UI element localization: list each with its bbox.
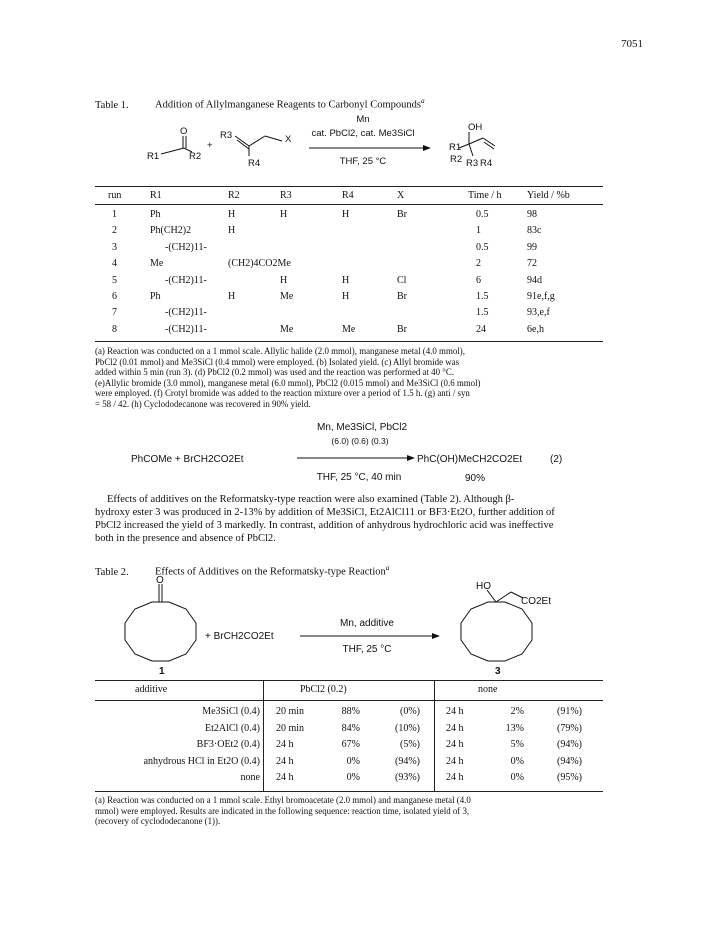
table2-cell-yield-pbcl2: 67% bbox=[341, 739, 360, 750]
table1-cell-time: 0.5 bbox=[476, 241, 489, 253]
table1-cell-time: 1.5 bbox=[476, 307, 489, 319]
table1-title: Addition of Allylmanganese Reagents to Carbonyl Compounds bbox=[155, 99, 421, 111]
table2-cell-time-none: 24 h bbox=[446, 706, 464, 717]
table1-header-cell: R4 bbox=[342, 190, 354, 201]
table2-cell-recovery-pbcl2: (0%) bbox=[400, 706, 420, 717]
table1-cell-r2: H bbox=[228, 225, 236, 237]
table2-cell-additive: anhydrous HCl in Et2O (0.4) bbox=[143, 755, 260, 767]
table1-cell-x: Br bbox=[397, 291, 407, 302]
table1-header-cell: run bbox=[108, 190, 122, 201]
t2-arrow-below: THF, 25 °C bbox=[342, 644, 392, 655]
t1-r2: R2 bbox=[189, 151, 202, 162]
table1-cell-yield: 6e,h bbox=[527, 323, 544, 335]
table1-header-cell: R1 bbox=[150, 190, 162, 201]
table2-title-note: a bbox=[385, 563, 390, 572]
table1-cell-r4: H bbox=[342, 274, 350, 286]
paragraph-line: Effects of additives on the Reformatsky-type reaction were also examined (Table 2). Although β- bbox=[107, 494, 515, 505]
table1-footnote-line: added within 5 min (run 3). (d) PbCl2 (0.2 mmol) was used and the reaction was performed at 40 °C. bbox=[95, 367, 454, 378]
table2-cell-time-none: 24 h bbox=[446, 739, 464, 750]
table2-cell-yield-pbcl2: 88% bbox=[341, 706, 360, 717]
t1-r4: R4 bbox=[248, 158, 261, 169]
table2-cell-yield-none: 0% bbox=[510, 755, 524, 767]
table1-cell-r2: H bbox=[228, 291, 236, 302]
table1-footnote-line: (a) Reaction was conducted on a 1 mmol scale. Allylic halide (2.0 mmol), manganese metal (4.0 mmol), bbox=[95, 346, 465, 356]
t2-compound-1: 1 bbox=[159, 666, 165, 677]
table1-cell-x: Br bbox=[397, 209, 407, 220]
table2-cell-recovery-none: (91%) bbox=[557, 706, 582, 717]
table1-cell-r4: H bbox=[342, 209, 350, 220]
table1-cell-x: Br bbox=[397, 323, 407, 335]
table2-cell-recovery-none: (79%) bbox=[557, 722, 582, 734]
table1-cell-time: 0.5 bbox=[476, 209, 489, 220]
t1-x: X bbox=[285, 134, 292, 145]
table1-cell-run: 5 bbox=[112, 274, 117, 286]
table1-cell-yield: 93,e,f bbox=[527, 307, 550, 319]
table2-cell-additive: Et2AlCl (0.4) bbox=[205, 722, 260, 734]
table2-cell-time-pbcl2: 24 h bbox=[276, 739, 294, 750]
table1-title-note: a bbox=[420, 96, 425, 105]
table2-cell-yield-none: 5% bbox=[510, 739, 524, 750]
table1-cell-r1: -(CH2)11- bbox=[165, 241, 207, 253]
t1-product-oh: OH bbox=[468, 122, 483, 133]
table2-cell-recovery-none: (94%) bbox=[557, 739, 582, 750]
t2-ketone-o: O bbox=[156, 576, 164, 586]
t2-header-additive: additive bbox=[135, 684, 168, 695]
table2-cell-yield-none: 13% bbox=[505, 722, 524, 734]
table1-cell-run: 4 bbox=[112, 258, 117, 270]
table2-footnotes bbox=[95, 795, 603, 827]
table1-footnote-line: (e)Allylic bromide (3.0 mmol), manganese metal (6.0 mmol), PbCl2 (0.015 mmol) and Me3SiCl (0.6 mmol) bbox=[95, 377, 481, 388]
table1-header-cell: Yield / %b bbox=[527, 190, 570, 201]
t1-r3: R3 bbox=[220, 130, 233, 141]
t2-reagent: + BrCH2CO2Et bbox=[205, 631, 274, 642]
page-number: 7051 bbox=[621, 38, 643, 50]
table2-col-divider bbox=[263, 680, 264, 791]
table1-cell-run: 2 bbox=[112, 225, 117, 237]
t1-arrow-cond: THF, 25 °C bbox=[339, 156, 387, 167]
table1-footnote-line: were employed. (f) Crotyl bromide was added to the reaction mixture over a period of 1.5 h. (g) anti / syn bbox=[95, 388, 470, 399]
table1-cell-run: 8 bbox=[112, 323, 117, 335]
t2-co2et: CO2Et bbox=[521, 596, 552, 607]
table2-cell-time-none: 24 h bbox=[446, 772, 464, 783]
table1-cell-time: 1.5 bbox=[476, 291, 489, 302]
paragraph-line: both in the presence and absence of PbCl2. bbox=[95, 533, 276, 544]
table2-cell-recovery-pbcl2: (93%) bbox=[395, 772, 420, 783]
table2-cell-additive: Me3SiCl (0.4) bbox=[202, 706, 260, 717]
table2-cell-recovery-pbcl2: (10%) bbox=[395, 722, 420, 734]
table2-cell-time-none: 24 h bbox=[446, 722, 464, 734]
table2-cell-recovery-pbcl2: (94%) bbox=[395, 755, 420, 767]
t2-arrow-above: Mn, additive bbox=[340, 618, 394, 629]
eq2-conditions: THF, 25 °C, 40 min bbox=[316, 472, 402, 483]
table2-cell-yield-none: 0% bbox=[510, 772, 524, 783]
table2-cell-recovery-none: (95%) bbox=[557, 772, 582, 783]
table2-top-rule bbox=[95, 680, 603, 681]
eq2-reagents: Mn, Me3SiCl, PbCl2 bbox=[316, 422, 408, 433]
table2-cell-time-pbcl2: 20 min bbox=[276, 722, 305, 734]
table2-cell-time-pbcl2: 24 h bbox=[276, 755, 294, 767]
t2-header-pbcl2: PbCl2 (0.2) bbox=[300, 684, 347, 695]
table2-cell-yield-none: 2% bbox=[510, 706, 524, 717]
table1-cell-r1: Ph bbox=[150, 209, 161, 220]
table1-cell-r4: H bbox=[342, 291, 350, 302]
table2-reaction-scheme bbox=[95, 576, 603, 678]
table1-footnotes bbox=[95, 346, 603, 410]
table1-cell-r3: H bbox=[280, 209, 288, 220]
table1-cell-r4: Me bbox=[342, 323, 356, 335]
table1-cell-time: 1 bbox=[476, 225, 481, 237]
table1-cell-run: 6 bbox=[112, 291, 117, 302]
table2-footnote-line: mmol) were employed. Results are indicated in the following sequence: reaction time, isolated yield of 3, bbox=[95, 805, 470, 816]
table2-cell-additive: none bbox=[240, 772, 260, 783]
table2-header-rule bbox=[95, 700, 603, 701]
table2-label: Table 2. bbox=[95, 566, 129, 578]
t1-p-r4: R4 bbox=[480, 158, 493, 169]
table1-top-rule bbox=[95, 186, 603, 187]
table1-cell-r1: -(CH2)11- bbox=[165, 274, 207, 286]
table2-col-divider bbox=[434, 680, 435, 791]
table2-cell-time-none: 24 h bbox=[446, 755, 464, 767]
table2-cell-yield-pbcl2: 0% bbox=[346, 772, 360, 783]
table1-cell-time: 24 bbox=[476, 323, 486, 335]
table1-cell-yield: 94d bbox=[527, 274, 542, 286]
table1-header-cell: Time / h bbox=[468, 190, 502, 201]
eq2-amounts: (6.0) (0.6) (0.3) bbox=[331, 436, 389, 446]
t1-arrow-cat: cat. PbCl2, cat. Me3SiCl bbox=[311, 128, 415, 139]
t2-compound-3: 3 bbox=[495, 666, 501, 677]
table1-header-rule bbox=[95, 204, 603, 205]
product-ring bbox=[461, 602, 532, 661]
eq2-yield: 90% bbox=[464, 473, 486, 484]
table1-cell-r2: H bbox=[228, 209, 236, 220]
table1-cell-r3: Me bbox=[280, 323, 294, 335]
table1-cell-yield: 91e,f,g bbox=[527, 291, 555, 302]
t1-p-r3: R3 bbox=[466, 158, 479, 169]
table1-cell-yield: 99 bbox=[527, 241, 537, 253]
paragraph-line: hydroxy ester 3 was produced in 2-13% by addition of Me3SiCl, Et2AlCl11 or BF3·Et2O, further addition of bbox=[95, 507, 555, 518]
table2-cell-recovery-none: (94%) bbox=[557, 755, 582, 767]
table1-header-cell: R3 bbox=[280, 190, 292, 201]
table2-cell-additive: BF3·OEt2 (0.4) bbox=[196, 739, 260, 750]
t1-arrow-mn: Mn bbox=[356, 114, 370, 125]
table1-cell-r1: Ph(CH2)2 bbox=[150, 225, 192, 237]
table1-cell-r1: Me bbox=[150, 258, 164, 270]
table1-reaction-scheme bbox=[95, 108, 603, 186]
table1-cell-x: Cl bbox=[397, 274, 407, 286]
t2-ho: HO bbox=[476, 581, 491, 592]
table1-cell-time: 6 bbox=[476, 274, 481, 286]
table1-footnote-line: = 58 / 42. (h) Cyclododecanone was recovered in 90% yield. bbox=[95, 398, 311, 409]
table1-cell-r1: -(CH2)11- bbox=[165, 323, 207, 335]
table2-title: Effects of Additives on the Reformatsky-type Reaction bbox=[155, 566, 386, 578]
table1-cell-r3: H bbox=[280, 274, 288, 286]
table1-cell-r3: Me bbox=[280, 291, 294, 302]
t1-r1: R1 bbox=[147, 151, 160, 162]
table1-cell-r2: (CH2)4CO2Me bbox=[228, 258, 291, 270]
table2-footnote-line: (recovery of cyclododecanone (1)). bbox=[95, 816, 221, 827]
eq2-number: (2) bbox=[550, 454, 563, 465]
table2-cell-time-pbcl2: 20 min bbox=[276, 706, 305, 717]
eq2-right: PhC(OH)MeCH2CO2Et bbox=[417, 454, 523, 465]
table1-cell-r1: Ph bbox=[150, 291, 161, 302]
table1-cell-yield: 83c bbox=[527, 225, 542, 237]
body-paragraph bbox=[95, 493, 603, 545]
t1-ketone-o: O bbox=[180, 126, 188, 137]
table2-cell-yield-pbcl2: 84% bbox=[341, 722, 360, 734]
table1-bottom-rule bbox=[95, 341, 603, 342]
cyclododecanone-ring bbox=[125, 602, 196, 661]
table2-bottom-rule bbox=[95, 791, 603, 792]
table1-cell-yield: 98 bbox=[527, 209, 537, 220]
table1-cell-run: 1 bbox=[112, 209, 117, 220]
table1-footnote-line: PbCl2 (0.01 mmol) and Me3SiCl (0.4 mmol) were employed. (b) Isolated yield. (c) Allyl bromide was bbox=[95, 356, 460, 367]
equation-2 bbox=[95, 418, 603, 488]
table2-footnote-line: (a) Reaction was conducted on a 1 mmol scale. Ethyl bromoacetate (2.0 mmol) and manganese metal (4.0 bbox=[95, 795, 471, 805]
eq2-left: PhCOMe + BrCH2CO2Et bbox=[131, 454, 244, 465]
table1-cell-run: 3 bbox=[112, 241, 117, 253]
table2-cell-yield-pbcl2: 0% bbox=[346, 755, 360, 767]
table1-header-cell: R2 bbox=[228, 190, 240, 201]
paragraph-line: PbCl2 increased the yield of 3 markedly. In contrast, addition of anhydrous hydrochloric acid was ineffective bbox=[95, 520, 554, 531]
table2-cell-time-pbcl2: 24 h bbox=[276, 772, 294, 783]
t1-p-r2: R2 bbox=[450, 154, 463, 165]
t1-p-r1: R1 bbox=[449, 142, 462, 153]
table1-cell-run: 7 bbox=[112, 307, 117, 319]
table1-cell-time: 2 bbox=[476, 258, 481, 270]
table1-header-cell: X bbox=[397, 190, 405, 201]
table1-label: Table 1. bbox=[95, 99, 129, 111]
table1-cell-yield: 72 bbox=[527, 258, 537, 270]
t1-plus: + bbox=[207, 140, 213, 151]
table2-cell-recovery-pbcl2: (5%) bbox=[400, 739, 420, 750]
table1-cell-r1: -(CH2)11- bbox=[165, 307, 207, 319]
t2-header-none: none bbox=[478, 684, 498, 695]
